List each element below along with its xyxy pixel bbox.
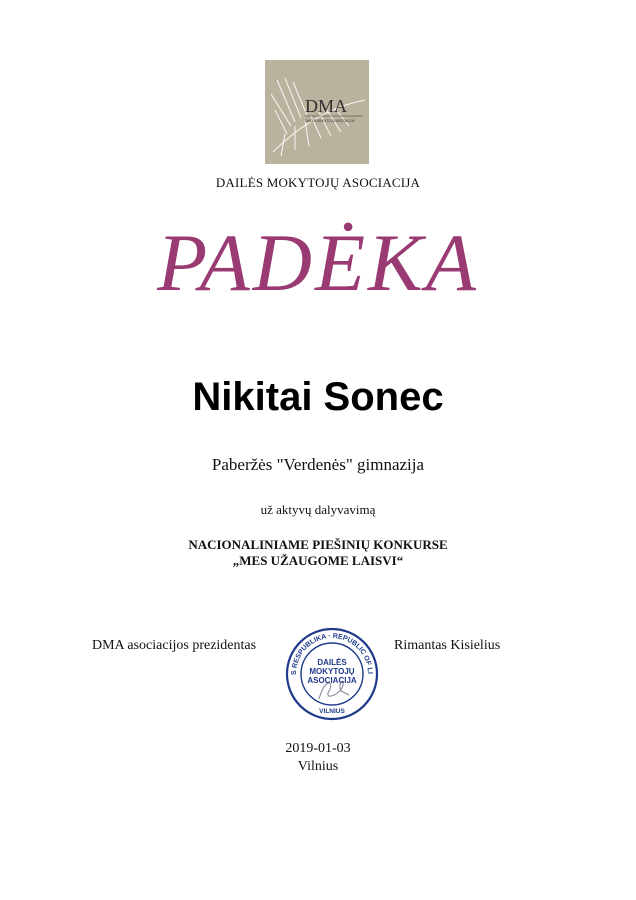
official-stamp	[283, 625, 381, 723]
recipient-name: Nikitai Sonec	[192, 375, 444, 419]
signatory-role: DMA asociacijos prezidentas	[92, 638, 257, 653]
contest-name	[0, 537, 636, 568]
contest-line-1: NACIONALINIAME PIEŠINIŲ KONKURSE	[188, 537, 448, 552]
signatory-name: Rimantas Kisielius	[394, 638, 501, 653]
logo-subtext: DAILĖS MOKYTOJŲ ASOCIACIJA	[305, 119, 355, 123]
stamp-line-2: MOKYTOJŲ	[309, 667, 355, 676]
issue-city: Vilnius	[297, 759, 339, 774]
contest-line-2: „MES UŽAUGOME LAISVI“	[232, 552, 404, 568]
stamp-outer-text: S RESPUBLIKA · REPUBLIC OF LI	[290, 632, 374, 676]
award-reason: už aktyvų dalyvavimą	[260, 502, 376, 517]
logo-text: DMA	[305, 96, 348, 116]
dma-logo	[265, 60, 369, 164]
organization-name: DAILĖS MOKYTOJŲ ASOCIACIJA	[215, 175, 421, 190]
stamp-line-1: DAILĖS	[317, 658, 347, 667]
stamp-line-3: ASOCIACIJA	[307, 676, 357, 685]
certificate-title: PADĖKA	[157, 217, 479, 308]
issue-date: 2019-01-03	[285, 741, 351, 756]
stamp-city: VILNIUS	[319, 708, 345, 715]
school-name: Paberžės "Verdenės" gimnazija	[211, 455, 425, 474]
